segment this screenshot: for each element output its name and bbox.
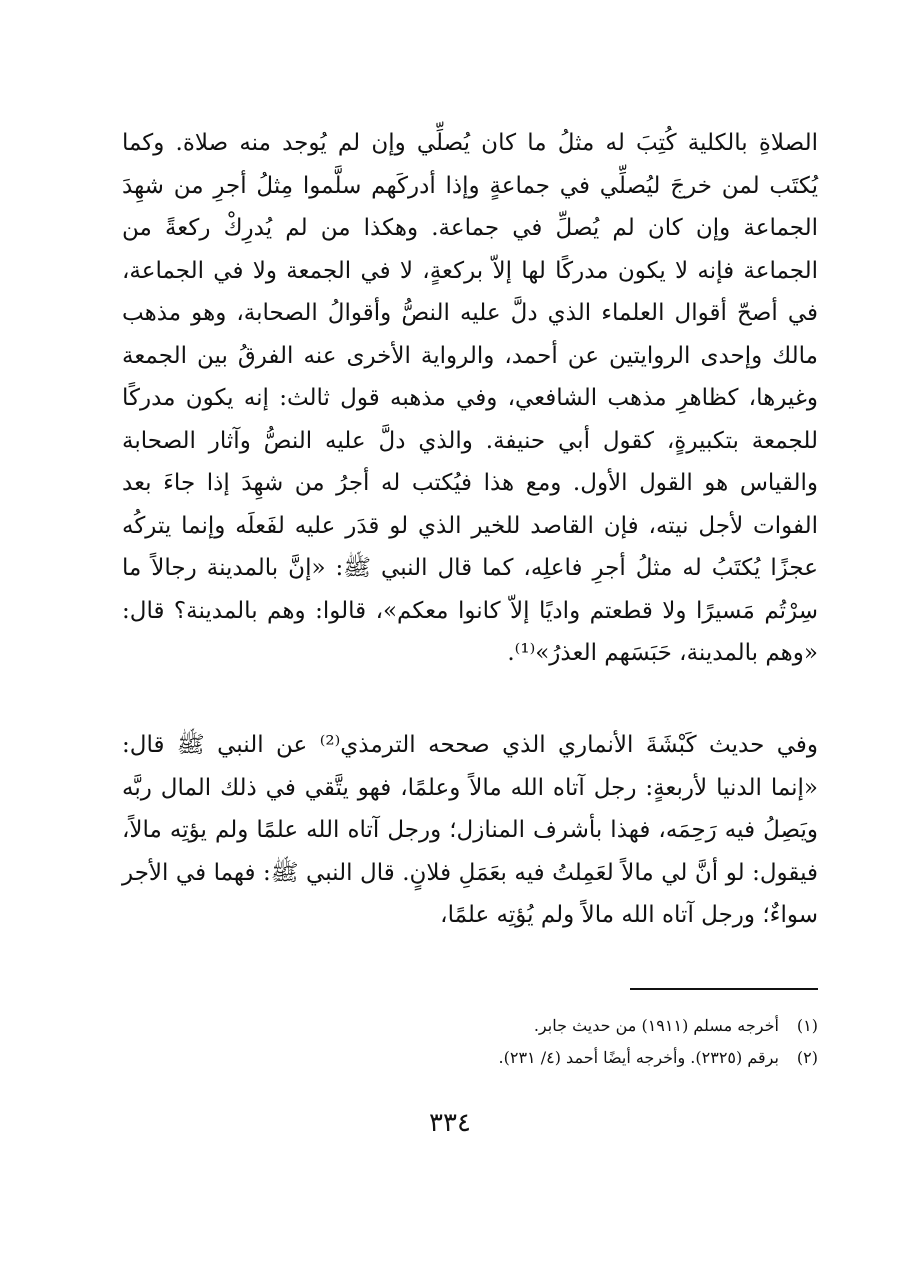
footnotes [122, 1010, 818, 1074]
footnote-2 [122, 1042, 818, 1074]
footnote-1-number: (١) [796, 1016, 818, 1035]
footnote-separator [630, 988, 818, 990]
page-number: ٣٣٤ [429, 1108, 471, 1138]
footnote-2-number: (٢) [796, 1048, 818, 1067]
body-paragraph-2: وفي حديث كَبْشَةَ الأنماري الذي صححه الترمذي⁽²⁾ عن النبي ﷺ قال: «إنما الدنيا لأربعةٍ: رجل آتاه الله مالاً وعلمًا، فهو يتَّقي في ذلك المال ربَّه ويَصِلُ فيه رَحِمَه، فهذا بأشرف المنازل؛ ورجل آتاه الله علمًا ولم يؤتِه مالاً، فيقول: لو أنَّ لي مالاً لعَمِلتُ فيه بعَمَلِ فلانٍ. قال النبي ﷺ: فهما في الأجر سواءٌ؛ ورجل آتاه الله مالاً ولم يُؤتِه علمًا، [122, 732, 819, 928]
footnote-1 [122, 1010, 818, 1042]
footnote-1-text: أخرجه مسلم (١٩١١) من حديث جابر. [533, 1016, 779, 1035]
footnote-2-text: برقم (٢٣٢٥). وأخرجه أيضًا أحمد (٤/ ٢٣١). [498, 1048, 779, 1067]
body-paragraph-1: الصلاةِ بالكلية كُتِبَ له مثلُ ما كان يُصلِّي وإن لم يُوجد منه صلاة. وكما يُكتَب لمن خرجَ ليُصلِّي في جماعةٍ وإذا أدركَهم سلَّموا مِثلُ أجرِ من شهِدَ الجماعة وإن كان لم يُصلِّ في جماعة. وهكذا من لم يُدرِكْ ركعةً من الجماعة فإنه لا يكون مدركًا لها إلاّ بركعةٍ، لا في الجمعة ولا في الجماعة، في أصحّ أقوال العلماء الذي دلَّ عليه النصُّ وأقوالُ الصحابة، وهو مذهب مالك وإحدى الروايتين عن أحمد، والرواية الأخرى عنه الفرقُ بين الجمعة وغيرها، كظاهرِ مذهب الشافعي، وفي مذهبه قول ثالث: إنه يكون مدركًا للجمعة بتكبيرةٍ، كقول أبي حنيفة. والذي دلَّ عليه النصُّ وآثار الصحابة والقياس هو القول الأول. ومع هذا فيُكتب له أجرُ من شهِدَ إذا جاءَ بعد الفوات لأجل نيته، فإن القاصد للخير الذي لو قدَر عليه لفَعلَه وإنما يتركُه عجزًا يُكتَبُ له مثلُ أجرِ فاعلِه، كما قال النبي ﷺ: «إنَّ بالمدينة رجالاً ما سِرْتُم مَسيرًا ولا قطعتم واديًا إلاّ كانوا معكم»، قالوا: وهم بالمدينة؟ قال: «وهم بالمدينة، حَبَسَهم العذرُ»⁽¹⁾. [122, 130, 818, 666]
